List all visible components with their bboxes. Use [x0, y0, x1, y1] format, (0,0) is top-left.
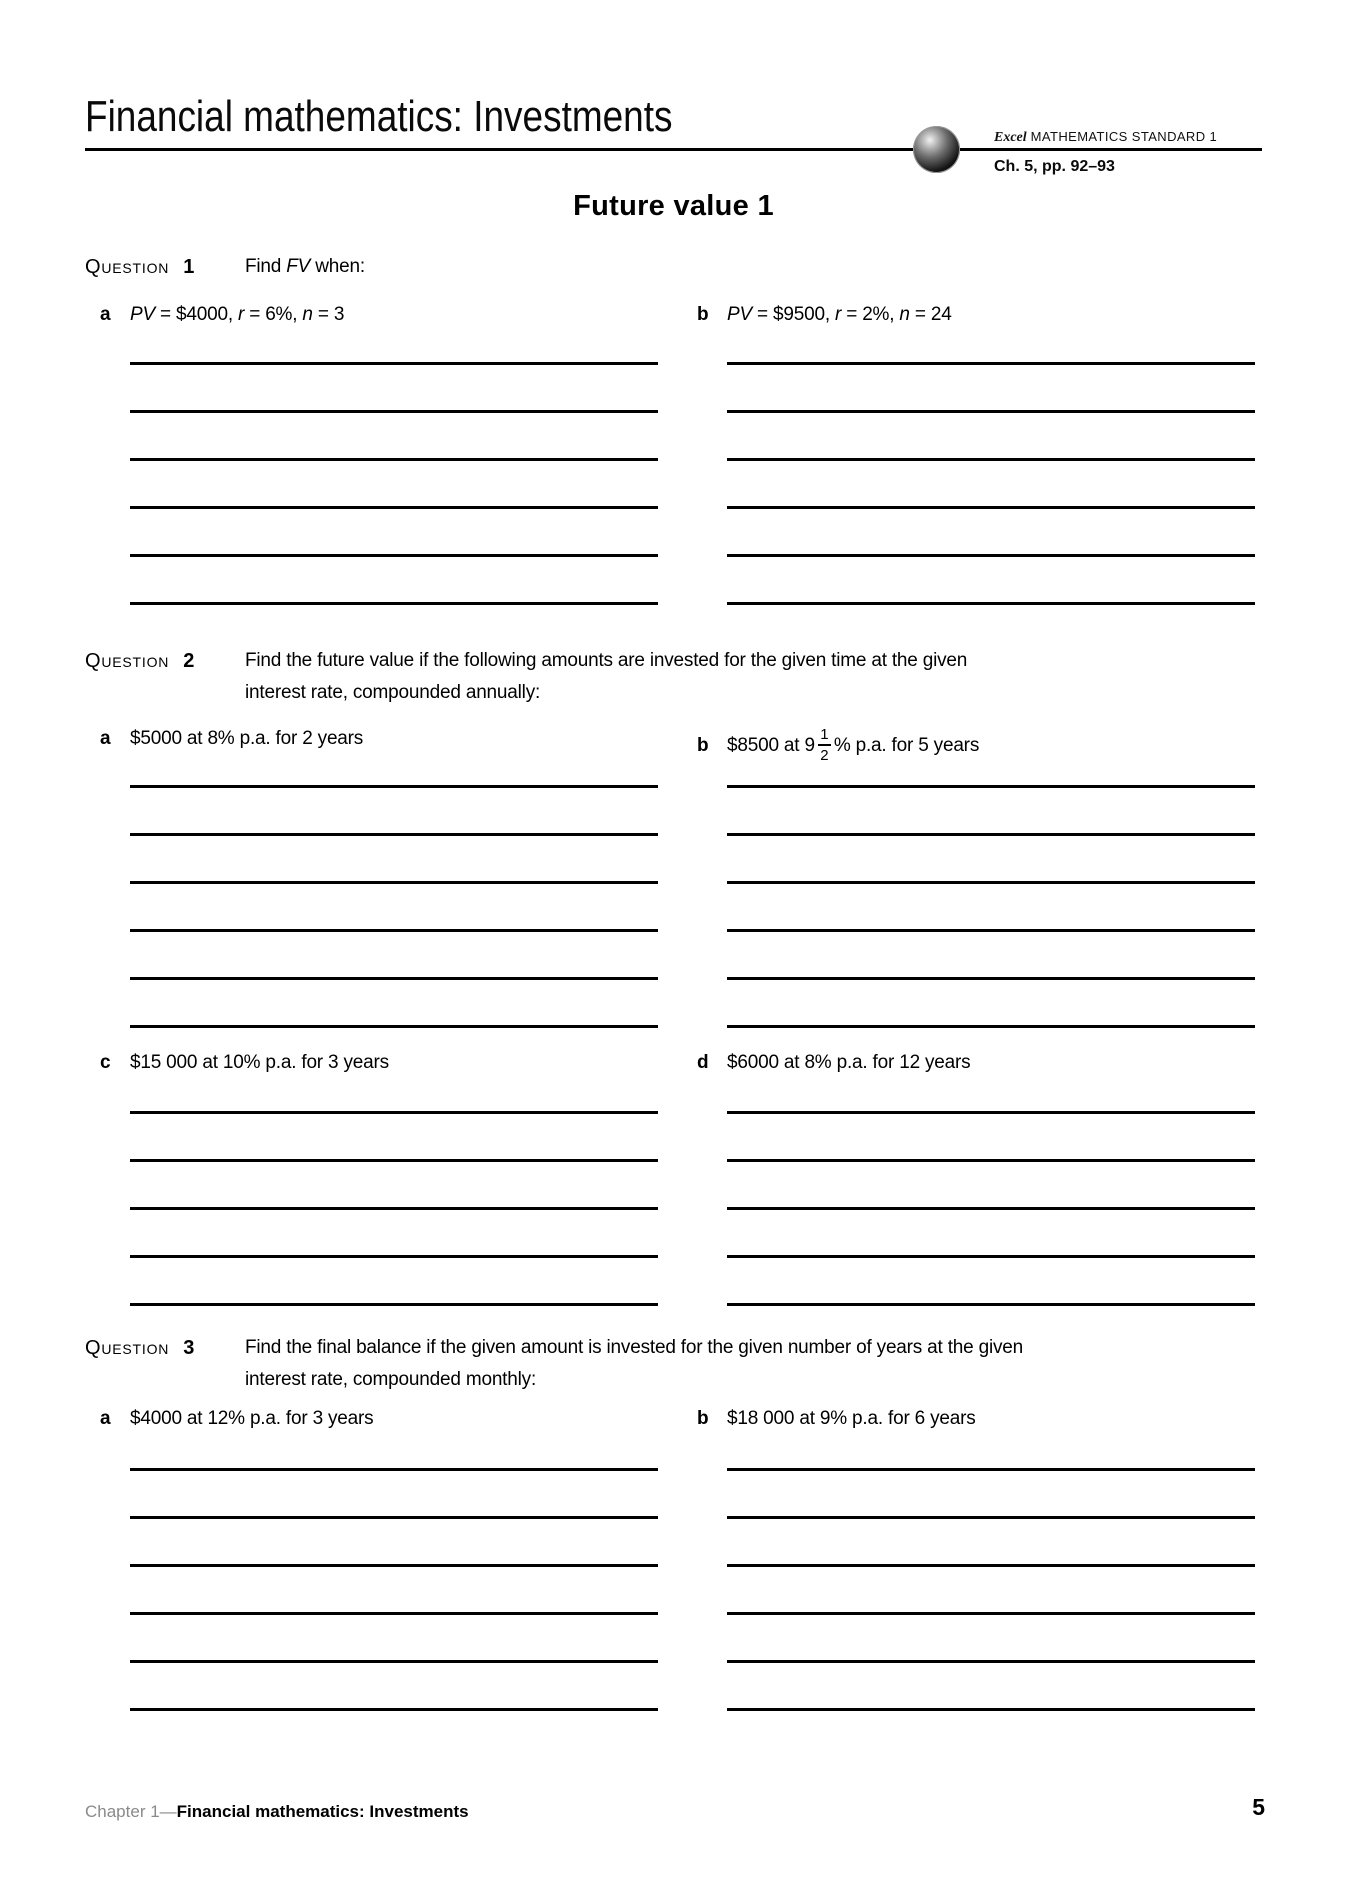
answer-line — [130, 458, 658, 461]
item-variable: n — [302, 304, 313, 325]
item-text: $5000 at 8% p.a. for 2 years — [130, 728, 364, 749]
answer-line — [727, 1564, 1255, 1567]
item-variable: r — [238, 304, 245, 325]
answer-line — [130, 602, 658, 605]
question-3-prompt-line2: interest rate, compounded monthly: — [245, 1369, 537, 1390]
answer-line — [727, 1207, 1255, 1210]
item-variable: r — [835, 304, 842, 325]
answer-line — [727, 881, 1255, 884]
answer-line — [130, 1207, 658, 1210]
answer-line — [130, 1564, 658, 1567]
footer-chapter — [85, 1802, 469, 1822]
item-text: $15 000 at 10% p.a. for 3 years — [130, 1052, 389, 1073]
item-label: b — [697, 304, 709, 325]
answer-line — [130, 1255, 658, 1258]
page-title: Financial mathematics: Investments — [85, 92, 673, 141]
question-3-header — [85, 1337, 194, 1360]
q2-item-d — [697, 1052, 970, 1074]
answer-lines-q3-left — [130, 1468, 658, 1756]
answer-line — [130, 1516, 658, 1519]
item-text: = 2%, — [841, 304, 900, 325]
answer-line — [727, 410, 1255, 413]
item-label: d — [697, 1052, 709, 1073]
question-word: Question — [85, 650, 170, 672]
q3-item-a — [100, 1408, 373, 1430]
prompt-variable: FV — [286, 256, 311, 277]
q1-item-a — [100, 304, 344, 326]
answer-lines-q3-right — [727, 1468, 1255, 1756]
answer-line — [727, 1111, 1255, 1114]
footer-chapter-prefix: Chapter 1— — [85, 1802, 177, 1821]
answer-line — [130, 1708, 658, 1711]
item-text: $18 000 at 9% p.a. for 6 years — [727, 1408, 976, 1429]
item-variable: n — [899, 304, 910, 325]
item-text: % p.a. for 5 years — [833, 735, 980, 757]
question-2-header — [85, 650, 194, 673]
item-text: = $4000, — [154, 304, 238, 325]
answer-lines-q2cd-right — [727, 1111, 1255, 1351]
item-label: a — [100, 1408, 111, 1429]
badge-series — [994, 129, 1262, 146]
footer-chapter-title: Financial mathematics: Investments — [176, 1802, 469, 1821]
q3-item-b — [697, 1408, 976, 1430]
answer-line — [130, 554, 658, 557]
answer-line — [130, 362, 658, 365]
header-rule — [85, 148, 1262, 151]
item-label: b — [697, 735, 709, 757]
question-word: Question — [85, 1337, 170, 1359]
answer-line — [727, 929, 1255, 932]
answer-line — [727, 1660, 1255, 1663]
item-text: $4000 at 12% p.a. for 3 years — [130, 1408, 374, 1429]
badge-brand: Excel — [994, 130, 1027, 145]
fraction-bar — [818, 744, 831, 746]
prompt-text: Find — [245, 256, 287, 277]
answer-line — [727, 458, 1255, 461]
question-number: 1 — [183, 256, 195, 278]
question-3-prompt-line1: Find the final balance if the given amount is invested for the given number of years at the given — [245, 1337, 1024, 1358]
prompt-text: when: — [310, 256, 365, 277]
item-label: a — [100, 304, 111, 325]
item-label: b — [697, 1408, 709, 1429]
fraction-numerator: 1 — [820, 726, 829, 743]
answer-line — [130, 881, 658, 884]
answer-line — [130, 1468, 658, 1471]
answer-line — [130, 1612, 658, 1615]
answer-line — [130, 410, 658, 413]
fraction-denominator: 2 — [820, 747, 829, 764]
answer-line — [727, 1159, 1255, 1162]
badge-reference: Ch. 5, pp. 92–93 — [994, 158, 1115, 175]
fraction — [818, 727, 831, 763]
item-text: = $9500, — [751, 304, 835, 325]
q1-item-b — [697, 304, 952, 326]
answer-lines-q1-right — [727, 362, 1255, 650]
q2-item-c — [100, 1052, 389, 1074]
question-1-header — [85, 256, 194, 279]
item-label: c — [100, 1052, 111, 1073]
worksheet-heading: Future value 1 — [573, 190, 774, 222]
answer-line — [727, 506, 1255, 509]
item-label: a — [100, 728, 111, 749]
question-2-prompt-line2: interest rate, compounded annually: — [245, 682, 541, 703]
answer-line — [130, 506, 658, 509]
answer-line — [727, 1612, 1255, 1615]
answer-lines-q1-left — [130, 362, 658, 650]
answer-line — [727, 785, 1255, 788]
answer-line — [130, 1303, 658, 1306]
answer-lines-q2ab-right — [727, 785, 1255, 1073]
question-number: 2 — [183, 650, 195, 672]
item-text: = 3 — [312, 304, 345, 325]
answer-line — [130, 929, 658, 932]
question-2-prompt-line1: Find the future value if the following amounts are invested for the given time at the given — [245, 650, 968, 671]
answer-line — [727, 1516, 1255, 1519]
answer-line — [727, 554, 1255, 557]
item-variable: PV — [130, 304, 155, 325]
answer-line — [130, 977, 658, 980]
item-text: = 6%, — [244, 304, 303, 325]
answer-line — [130, 1111, 658, 1114]
answer-line — [130, 833, 658, 836]
answer-line — [727, 1255, 1255, 1258]
question-number: 3 — [183, 1337, 195, 1359]
answer-line — [727, 362, 1255, 365]
answer-lines-q2cd-left — [130, 1111, 658, 1351]
item-text: = 24 — [909, 304, 952, 325]
q2-item-a — [100, 728, 363, 750]
footer-page-number: 5 — [1252, 1794, 1265, 1820]
item-variable: PV — [727, 304, 752, 325]
q2-item-b — [697, 728, 979, 764]
question-word: Question — [85, 256, 170, 278]
answer-line — [130, 1159, 658, 1162]
sphere-logo-icon — [913, 126, 960, 173]
item-text: $6000 at 8% p.a. for 12 years — [727, 1052, 971, 1073]
answer-line — [130, 1660, 658, 1663]
answer-lines-q2ab-left — [130, 785, 658, 1073]
badge-series-name: MATHEMATICS STANDARD 1 — [1026, 129, 1218, 144]
answer-line — [727, 1303, 1255, 1306]
answer-line — [727, 1708, 1255, 1711]
answer-line — [130, 1025, 658, 1028]
answer-line — [727, 833, 1255, 836]
answer-line — [727, 977, 1255, 980]
answer-line — [727, 1025, 1255, 1028]
answer-line — [727, 1468, 1255, 1471]
answer-line — [727, 602, 1255, 605]
question-1-prompt — [245, 256, 365, 278]
answer-line — [130, 785, 658, 788]
item-text: $8500 at 9 — [727, 735, 815, 757]
